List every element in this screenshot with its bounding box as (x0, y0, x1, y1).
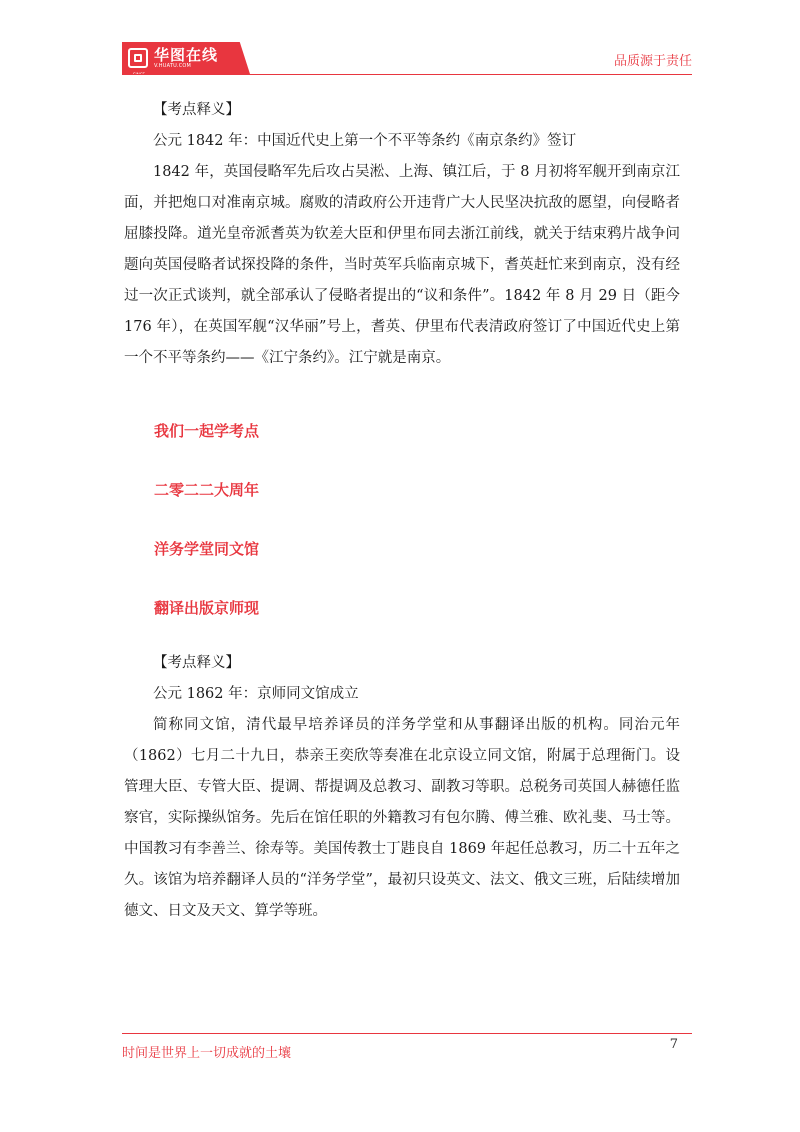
section-body: 简称同文馆，清代最早培养译员的洋务学堂和从事翻译出版的机构。同治元年（1862）七月二十九日，恭亲王奕欣等奏准在北京设立同文馆，附属于总理衙门。设管理大臣、专管大臣、提调、帮提调及总教习、副教习等职。总税务司英国人赫德任监察官，实际操纵馆务。先后在馆任职的外籍教习有包尔腾、傅兰雅、欧礼斐、马士等。中国教习有李善兰、徐寿等。美国传教士丁韪良自 1869 年起任总教习，历二十五年之久。该馆为培养翻译人员的“洋务学堂”，最初只设英文、法文、俄文三班，后陆续增加德文、日文及天文、算学等班。 (124, 717, 680, 919)
logo-brand: 华图在线 (154, 45, 219, 64)
logo-text (154, 47, 218, 70)
section-label: 【考点释义】 (153, 655, 240, 671)
header-slogan: 品质源于责任 (613, 54, 692, 69)
logo-url: V.HUATU.COM (154, 62, 192, 69)
spacer (124, 638, 680, 648)
red-heading: 二零二二大周年 (154, 481, 260, 499)
page-content (124, 95, 680, 927)
section-label: 【考点释义】 (153, 102, 240, 118)
page-number: 7 (669, 1037, 678, 1052)
red-heading: 我们一起学考点 (154, 422, 260, 440)
footer-motto: 时间是世界上一切成就的土壤 (122, 1046, 292, 1061)
red-heading: 洋务学堂同文馆 (154, 540, 260, 558)
spacer (124, 374, 680, 402)
huatu-logo (122, 42, 250, 82)
section-subtitle: 公元 1862 年：京师同文馆成立 (153, 686, 359, 702)
red-heading: 翻译出版京师现 (154, 599, 260, 617)
section-subtitle: 公元 1842 年：中国近代史上第一个不平等条约《南京条约》签订 (153, 133, 577, 149)
logo-mark-sub: 2001 (133, 77, 144, 82)
page-header (0, 0, 800, 82)
section-body: 1842 年，英国侵略军先后攻占吴淞、上海、镇江后，于 8 月初将军舰开到南京江面，并把炮口对准南京城。腐败的清政府公开违背广大人民坚决抗敌的愿望，向侵略者屈膝投降。道光皇帝派耆英为钦差大臣和伊里布同去浙江前线，就关于结束鸦片战争问题向英国侵略者试探投降的条件，当时英军兵临南京城下，耆英赶忙来到南京，没有经过一次正式谈判，就全部承认了侵略者提出的“议和条件”。1842 年 8 月 29 日（距今 176 年），在英国军舰“汉华丽”号上，耆英、伊里布代表清政府签订了中国近代史上第一个不平等条约——《江宁条约》。江宁就是南京。 (124, 164, 680, 366)
logo-mark-icon (128, 48, 148, 82)
header-divider (122, 74, 692, 75)
footer-divider (122, 1033, 692, 1034)
